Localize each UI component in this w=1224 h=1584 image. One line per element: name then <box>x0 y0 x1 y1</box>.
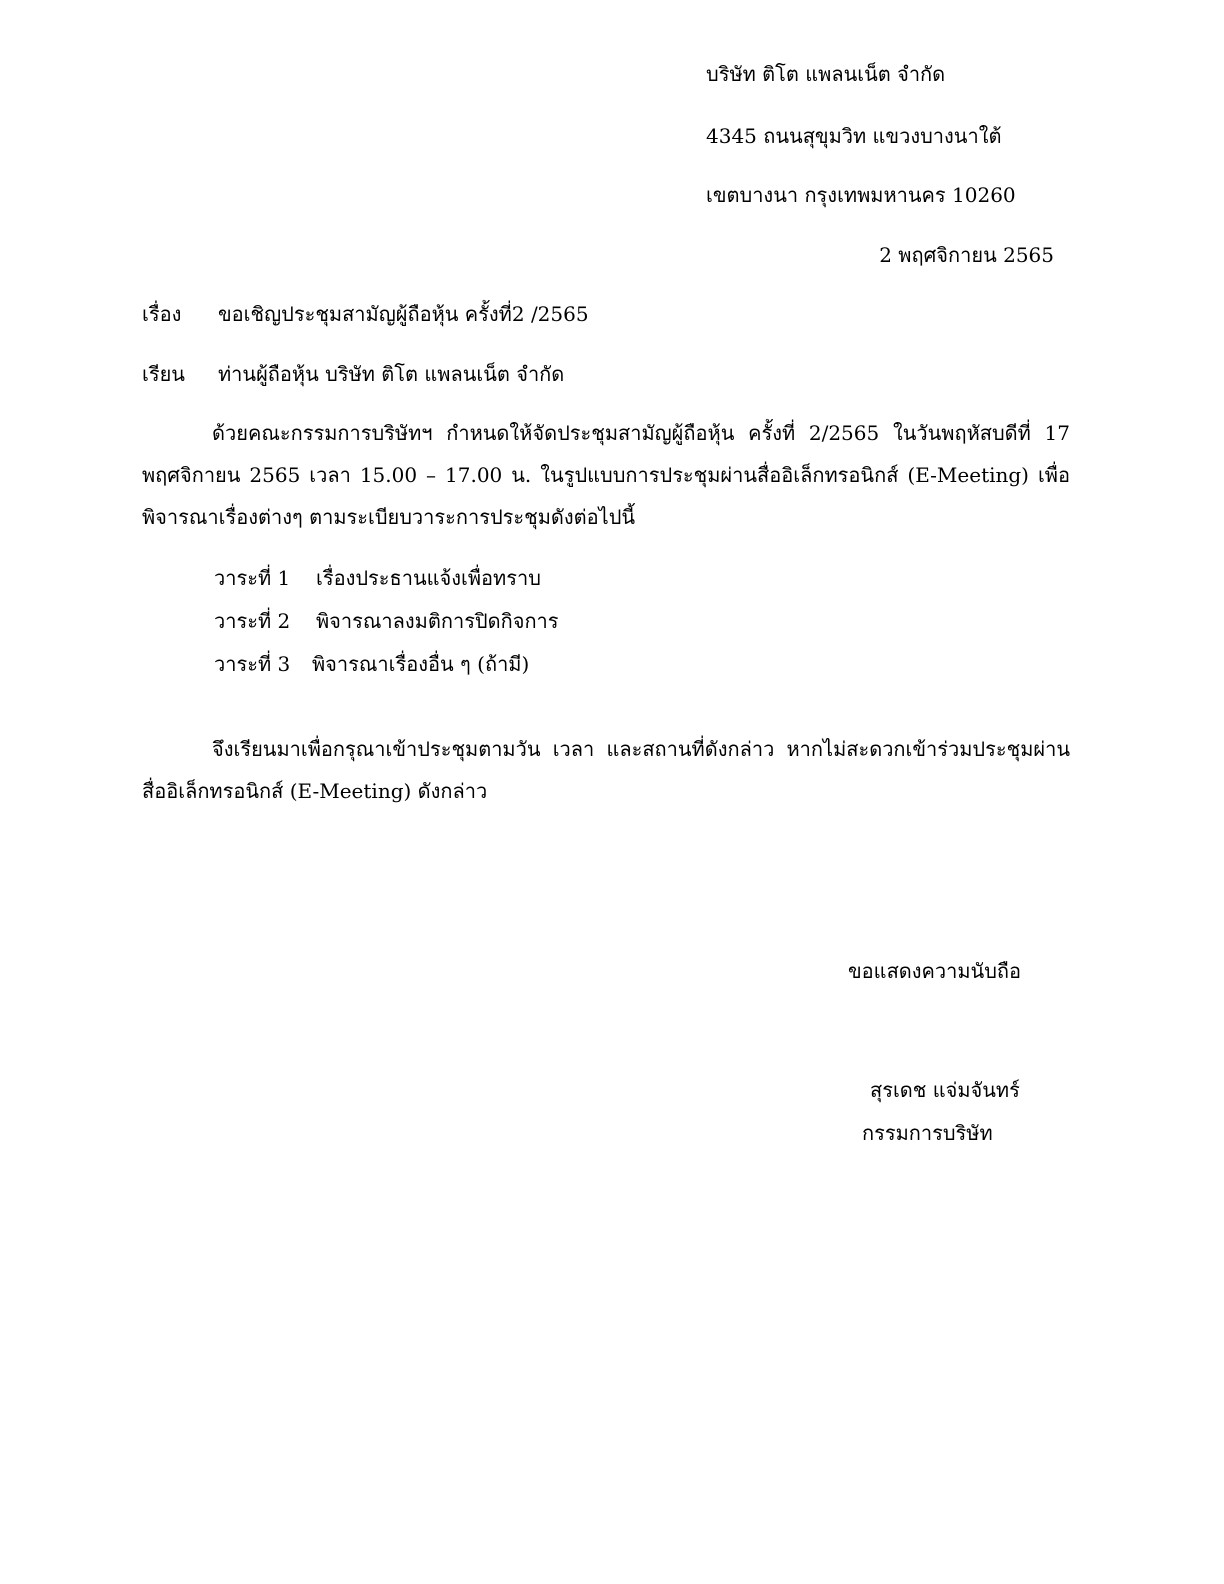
signature-title: กรรมการบริษัท <box>862 1121 993 1145</box>
agenda-number: วาระที่ 3 <box>214 652 291 676</box>
sender-company: บริษัท ติโต แพลนเน็ต จำกัด <box>706 62 946 86</box>
subject-text: ขอเชิญประชุมสามัญผู้ถือหุ้น ครั้งที่2 /2565 <box>218 302 589 326</box>
closing-phrase: ขอแสดงความนับถือ <box>848 959 1022 983</box>
agenda-text: พิจารณาเรื่องอื่น ๆ (ถ้ามี) <box>312 652 530 676</box>
signature-name: สุรเดช แจ่มจันทร์ <box>870 1078 1020 1102</box>
agenda-number: วาระที่ 2 <box>214 609 291 633</box>
agenda-text: พิจารณาลงมติการปิดกิจการ <box>316 609 559 633</box>
subject-label: เรื่อง <box>142 302 182 326</box>
recipient-label: เรียน <box>142 362 185 386</box>
recipient-text: ท่านผู้ถือหุ้น บริษัท ติโต แพลนเน็ต จำกัด <box>218 362 565 386</box>
agenda-text: เรื่องประธานแจ้งเพื่อทราบ <box>316 566 541 590</box>
sender-address-line2: เขตบางนา กรุงเทพมหานคร 10260 <box>706 183 1016 207</box>
letter-date: 2 พฤศจิกายน 2565 <box>879 243 1054 267</box>
body-paragraph-2: จึงเรียนมาเพื่อกรุณาเข้าประชุมตามวัน เวลา และสถานที่ดังกล่าว หากไม่สะดวกเข้าร่วมประชุมผ่านสื่ออิเล็กทรอนิกส์ (E-Meeting) ดังกล่าว <box>142 737 1070 803</box>
sender-address-line1: 4345 ถนนสุขุมวิท แขวงบางนาใต้ <box>706 124 1002 148</box>
agenda-number: วาระที่ 1 <box>214 566 291 590</box>
body-paragraph-1: ด้วยคณะกรรมการบริษัทฯ กำหนดให้จัดประชุมสามัญผู้ถือหุ้น ครั้งที่ 2/2565 ในวันพฤหัสบดีที่ 17 พฤศจิกายน 2565 เวลา 15.00 – 17.00 น. ในรูปแบบการประชุมผ่านสื่ออิเล็กทรอนิกส์ (E-Meeting) เพื่อพิจารณาเรื่องต่างๆ ตามระเบียบวาระการประชุมดังต่อไปนี้ <box>142 421 1070 529</box>
